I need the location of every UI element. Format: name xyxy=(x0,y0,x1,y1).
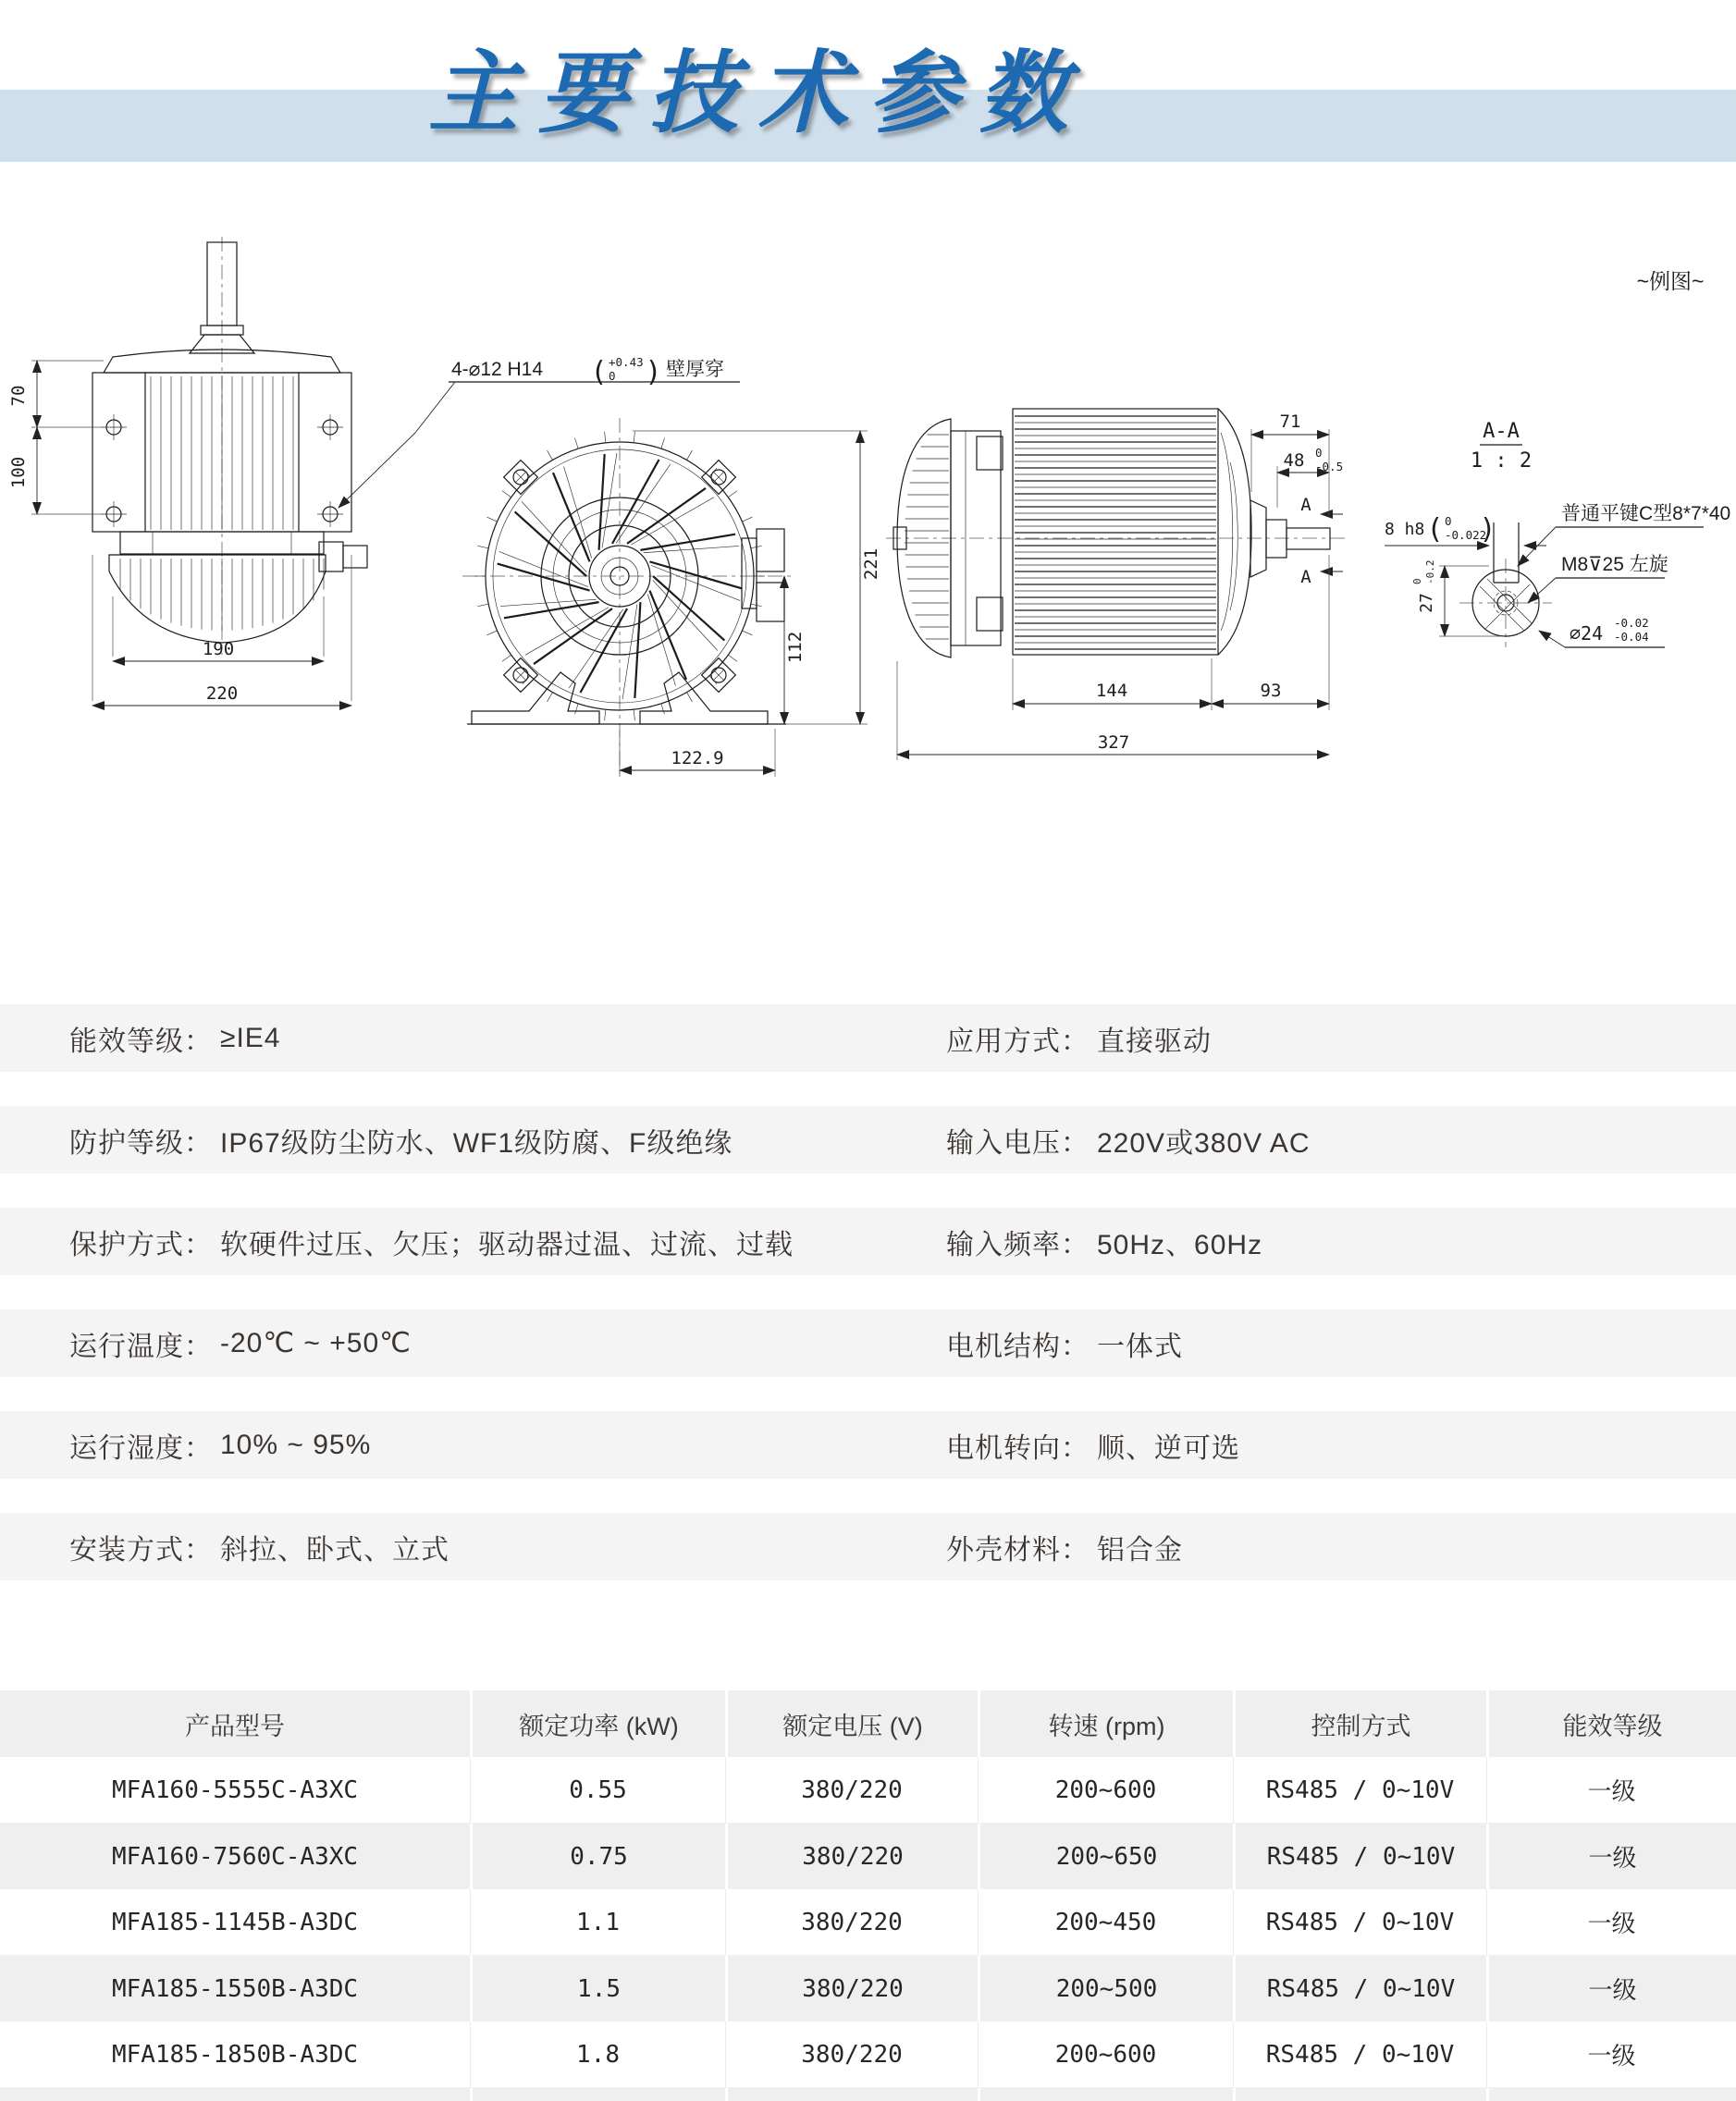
body-fins xyxy=(1015,416,1216,649)
spec-label: 应用方式： xyxy=(946,1026,1090,1057)
output-shaft xyxy=(1287,528,1330,549)
cell-model: MFA185-1850B-A3DC xyxy=(111,2040,359,2069)
cover-slats xyxy=(905,435,949,639)
col-header-power: 额定功率 (kW) xyxy=(470,1690,725,1757)
cell-voltage: 380/220 xyxy=(725,2021,978,2087)
spec-item-housing-material xyxy=(946,1513,1183,1580)
cell-speed: 200~600 xyxy=(978,2021,1233,2087)
section-scale: 1 : 2 xyxy=(1470,449,1533,473)
spec-row-5 xyxy=(0,1411,1736,1479)
dim-144: 144 xyxy=(1095,681,1128,701)
front-view xyxy=(8,237,367,706)
spec-value: 一体式 xyxy=(1097,1331,1183,1362)
svg-text:-0.2: -0.2 xyxy=(1424,559,1436,584)
dim-112: 112 xyxy=(785,631,806,664)
cell-grade: 一级 xyxy=(1486,1956,1736,2021)
dia-note: ⌀24 xyxy=(1570,622,1604,645)
spec-value: 斜拉、卧式、立式 xyxy=(220,1534,449,1566)
cell-control: RS485 / 0~10V xyxy=(1233,1956,1486,2021)
side-view xyxy=(886,409,1346,760)
dim-327: 327 xyxy=(1097,732,1130,753)
spec-row-1 xyxy=(0,1004,1736,1072)
spec-row-3 xyxy=(0,1208,1736,1275)
spec-label: 防护等级： xyxy=(69,1127,213,1159)
cell-power: 1.8 xyxy=(470,2021,725,2087)
col-header-grade: 能效等级 xyxy=(1486,1690,1736,1757)
svg-text:-0.02: -0.02 xyxy=(1614,616,1649,630)
cell-power: 1.5 xyxy=(470,1956,725,2021)
key-note: 普通平键C型8*7*40 xyxy=(1561,503,1731,524)
spec-item-protection-mode xyxy=(69,1208,794,1275)
cell-model: MFA160-5555C-A3XC xyxy=(111,1775,359,1804)
spec-value: 铝合金 xyxy=(1097,1534,1183,1566)
table-row xyxy=(0,1889,1736,1956)
table-row xyxy=(0,1956,1736,2021)
spec-item-rotation-direction xyxy=(946,1411,1240,1479)
spec-item-energy-grade xyxy=(69,1004,281,1072)
spec-value: IP67级防尘防水、WF1级防腐、F级绝缘 xyxy=(220,1127,733,1159)
col-header-voltage: 额定电压 (V) xyxy=(725,1690,978,1757)
svg-text:-0.022: -0.022 xyxy=(1445,528,1487,542)
spec-label: 外壳材料： xyxy=(946,1534,1090,1566)
key-width: 8 h8 xyxy=(1385,520,1425,539)
spec-label: 能效等级： xyxy=(69,1026,213,1057)
spec-value: 顺、逆可选 xyxy=(1097,1432,1240,1464)
dim-27: 27 xyxy=(1417,593,1436,613)
svg-text:): ) xyxy=(647,356,659,388)
svg-text:0: 0 xyxy=(1315,446,1323,460)
spec-item-input-voltage xyxy=(946,1106,1310,1173)
spec-value: 220V或380V AC xyxy=(1097,1127,1311,1159)
spec-row-2 xyxy=(0,1106,1736,1173)
svg-text:0: 0 xyxy=(609,369,616,383)
cell-grade: 一级 xyxy=(1486,2021,1736,2087)
svg-text:-0.5: -0.5 xyxy=(1315,460,1344,473)
dim-100: 100 xyxy=(8,456,29,489)
cell-speed: 200~450 xyxy=(978,1889,1233,1955)
cell-speed: 200~500 xyxy=(978,1956,1233,2021)
spec-label: 输入电压： xyxy=(946,1127,1090,1159)
spec-row-4 xyxy=(0,1309,1736,1377)
motor-body xyxy=(1013,409,1218,655)
section-title: A-A xyxy=(1483,420,1520,443)
cell-model: MFA185-1145B-A3DC xyxy=(111,1908,359,1936)
cell-grade: 一级 xyxy=(1486,1824,1736,1889)
table-row xyxy=(0,2021,1736,2088)
svg-text:): ) xyxy=(1482,513,1493,546)
dim-220: 220 xyxy=(205,683,239,704)
spec-item-motor-structure xyxy=(946,1309,1183,1377)
spec-value: 10% ~ 95% xyxy=(220,1429,372,1460)
spec-value: 50Hz、60Hz xyxy=(1097,1229,1263,1260)
technical-drawings xyxy=(0,0,1736,851)
svg-text:(: ( xyxy=(1430,513,1441,546)
dim-221: 221 xyxy=(861,547,881,581)
hole-note-suffix: 壁厚穿 xyxy=(666,359,724,380)
dim-70: 70 xyxy=(8,385,29,407)
spec-row-6 xyxy=(0,1513,1736,1580)
cell-voltage: 380/220 xyxy=(725,1757,978,1823)
cell-control: RS485 / 0~10V xyxy=(1233,1757,1486,1823)
svg-text:(: ( xyxy=(594,356,605,388)
cell-control: RS485 / 0~10V xyxy=(1233,1889,1486,1955)
product-table xyxy=(0,1690,1736,2101)
spec-label: 输入频率： xyxy=(946,1229,1090,1260)
cell-power: 0.75 xyxy=(470,1824,725,1889)
cell-model: MFA185-1550B-A3DC xyxy=(111,1974,359,2003)
svg-text:0: 0 xyxy=(1445,514,1452,528)
section-view xyxy=(1385,420,1730,647)
spec-value: 直接驱动 xyxy=(1097,1026,1212,1057)
terminal-box xyxy=(742,538,757,608)
spec-value: 软硬件过压、欠压；驱动器过温、过流、过载 xyxy=(220,1229,794,1260)
spec-item-application xyxy=(946,1004,1212,1072)
cell-model: MFA160-7560C-A3XC xyxy=(111,1842,359,1871)
dim-71: 71 xyxy=(1279,412,1301,432)
dim-190: 190 xyxy=(202,639,235,659)
cell-voltage: 380/220 xyxy=(725,1824,978,1889)
spec-label: 运行湿度： xyxy=(69,1432,213,1464)
table-row xyxy=(0,1824,1736,1889)
col-header-model: 产品型号 xyxy=(185,1712,285,1740)
hole-note: 4-⌀12 H14 xyxy=(451,359,544,380)
spec-item-operating-humidity xyxy=(69,1411,371,1479)
spec-value: ≥IE4 xyxy=(220,1022,281,1053)
section-mark-a-top: A xyxy=(1300,495,1311,515)
cooling-fins xyxy=(151,376,293,530)
spec-item-operating-temp xyxy=(69,1309,412,1377)
spec-label: 保护方式： xyxy=(69,1229,213,1260)
cell-speed: 200~600 xyxy=(978,1757,1233,1823)
cell-grade: 一级 xyxy=(1486,1757,1736,1823)
svg-text:-0.04: -0.04 xyxy=(1614,630,1649,644)
fan-view xyxy=(339,355,881,779)
svg-text:0: 0 xyxy=(1411,578,1423,584)
table-partial-row xyxy=(0,2088,1736,2101)
example-tag: ~例图~ xyxy=(1636,269,1705,293)
cell-control: RS485 / 0~10V xyxy=(1233,1824,1486,1889)
spec-item-mounting xyxy=(69,1513,449,1580)
cell-voltage: 380/220 xyxy=(725,1889,978,1955)
dim-122-9: 122.9 xyxy=(671,748,724,768)
table-row xyxy=(0,1757,1736,1824)
cell-control: RS485 / 0~10V xyxy=(1233,2021,1486,2087)
table-header-row xyxy=(0,1690,1736,1757)
cell-grade: 一级 xyxy=(1486,1889,1736,1955)
col-header-control: 控制方式 xyxy=(1233,1690,1486,1757)
cell-voltage: 380/220 xyxy=(725,1956,978,2021)
spec-item-input-frequency xyxy=(946,1208,1262,1275)
cell-power: 1.1 xyxy=(470,1889,725,1955)
spec-value: -20℃ ~ +50℃ xyxy=(220,1328,412,1358)
section-mark-a-bottom: A xyxy=(1300,567,1311,587)
cell-power: 0.55 xyxy=(470,1757,725,1823)
spec-label: 电机转向： xyxy=(946,1432,1090,1464)
svg-text:+0.43: +0.43 xyxy=(609,355,644,369)
col-header-speed: 转速 (rpm) xyxy=(978,1690,1233,1757)
spec-label: 电机结构： xyxy=(946,1331,1090,1362)
spec-label: 运行温度： xyxy=(69,1331,213,1362)
spec-label: 安装方式： xyxy=(69,1534,213,1566)
page-title: 主要技术参数 xyxy=(428,40,1089,145)
thread-note: M8⊽25 左旋 xyxy=(1561,554,1668,575)
cell-speed: 200~650 xyxy=(978,1824,1233,1889)
dim-48: 48 xyxy=(1283,450,1305,471)
spec-item-protection-grade xyxy=(69,1106,733,1173)
cable-gland xyxy=(319,542,343,571)
dim-93: 93 xyxy=(1260,681,1282,701)
